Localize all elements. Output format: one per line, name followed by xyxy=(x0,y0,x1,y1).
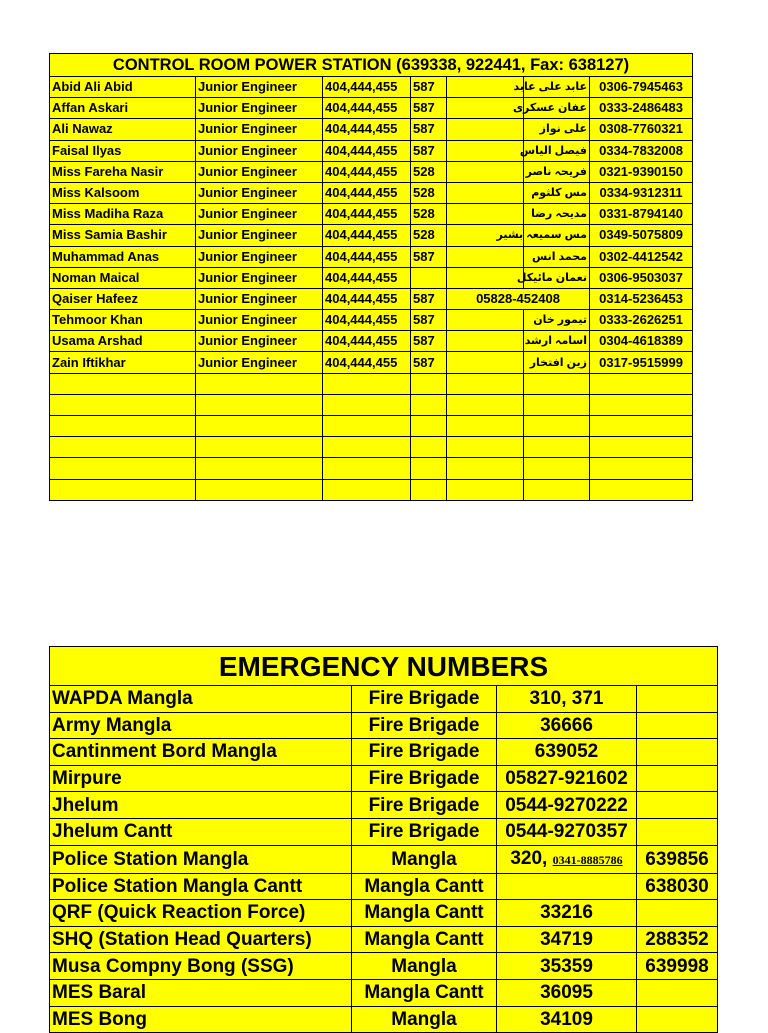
empty-cell xyxy=(50,394,196,415)
staff-name: Tehmoor Khan xyxy=(50,310,196,331)
staff-mobile: 0314-5236453 xyxy=(590,288,693,309)
emergency-number-main: 35359 xyxy=(540,955,593,977)
staff-phone: 404,444,455 xyxy=(323,310,411,331)
emergency-number-main: 36666 xyxy=(540,714,593,736)
empty-cell xyxy=(411,479,447,500)
emergency-extra-number xyxy=(637,792,718,819)
table-row xyxy=(50,818,718,845)
emergency-number xyxy=(497,792,637,819)
emergency-extra-number xyxy=(637,1006,718,1033)
staff-extension: 587 xyxy=(411,331,447,352)
staff-extension: 587 xyxy=(411,77,447,98)
staff-extension: 587 xyxy=(411,310,447,331)
staff-extension: 528 xyxy=(411,182,447,203)
staff-mobile: 0333-2486483 xyxy=(590,98,693,119)
staff-mobile: 0308-7760321 xyxy=(590,119,693,140)
table-row xyxy=(50,246,693,267)
empty-row xyxy=(50,416,693,437)
emergency-name: Police Station Mangla xyxy=(50,845,352,873)
table-row xyxy=(50,979,718,1006)
staff-extension: 587 xyxy=(411,140,447,161)
staff-designation: Junior Engineer xyxy=(196,331,323,352)
empty-cell xyxy=(323,373,411,394)
empty-cell xyxy=(411,416,447,437)
staff-phone: 404,444,455 xyxy=(323,182,411,203)
staff-name-urdu: عابد علی عابد xyxy=(524,77,590,98)
empty-cell xyxy=(590,458,693,479)
empty-row xyxy=(50,479,693,500)
table-row xyxy=(50,77,693,98)
staff-phone: 404,444,455 xyxy=(323,288,411,309)
empty-cell xyxy=(447,479,524,500)
staff-mobile: 0334-9312311 xyxy=(590,182,693,203)
emergency-service: Fire Brigade xyxy=(352,765,497,792)
emergency-name: WAPDA Mangla xyxy=(50,686,352,713)
staff-office-number xyxy=(447,119,524,140)
empty-cell xyxy=(50,373,196,394)
staff-name-urdu: فریحہ ناصر xyxy=(524,161,590,182)
emergency-name: QRF (Quick Reaction Force) xyxy=(50,900,352,927)
emergency-number xyxy=(497,979,637,1006)
staff-phone: 404,444,455 xyxy=(323,77,411,98)
emergency-number xyxy=(497,818,637,845)
emergency-service: Mangla xyxy=(352,1006,497,1033)
emergency-name: Police Station Mangla Cantt xyxy=(50,873,352,900)
emergency-name: Jhelum Cantt xyxy=(50,818,352,845)
staff-name-urdu: عفان عسکری xyxy=(524,98,590,119)
emergency-service: Fire Brigade xyxy=(352,792,497,819)
staff-name: Faisal Ilyas xyxy=(50,140,196,161)
empty-cell xyxy=(323,416,411,437)
staff-extension: 528 xyxy=(411,161,447,182)
control-room-table xyxy=(49,53,693,501)
emergency-numbers-table xyxy=(49,646,718,1033)
emergency-extra-number xyxy=(637,765,718,792)
empty-cell xyxy=(50,437,196,458)
table-row xyxy=(50,310,693,331)
empty-cell xyxy=(196,416,323,437)
empty-cell xyxy=(323,394,411,415)
empty-cell xyxy=(411,394,447,415)
empty-cell xyxy=(590,373,693,394)
staff-name: Ali Nawaz xyxy=(50,119,196,140)
table-row xyxy=(50,161,693,182)
table-row xyxy=(50,1006,718,1033)
staff-office-number xyxy=(447,98,524,119)
staff-designation: Junior Engineer xyxy=(196,288,323,309)
table-row xyxy=(50,712,718,739)
staff-name-urdu: مس کلثوم xyxy=(524,182,590,203)
empty-cell xyxy=(196,437,323,458)
empty-cell xyxy=(590,394,693,415)
table-row xyxy=(50,926,718,953)
table-row xyxy=(50,953,718,980)
empty-cell xyxy=(50,479,196,500)
staff-phone: 404,444,455 xyxy=(323,140,411,161)
staff-office-number xyxy=(447,331,524,352)
staff-designation: Junior Engineer xyxy=(196,246,323,267)
empty-cell xyxy=(50,458,196,479)
empty-cell xyxy=(447,437,524,458)
staff-designation: Junior Engineer xyxy=(196,140,323,161)
emergency-name: SHQ (Station Head Quarters) xyxy=(50,926,352,953)
empty-cell xyxy=(524,437,590,458)
emergency-name: Mirpure xyxy=(50,765,352,792)
emergency-title-row xyxy=(50,647,718,686)
staff-designation: Junior Engineer xyxy=(196,77,323,98)
table-row xyxy=(50,119,693,140)
table-row xyxy=(50,140,693,161)
staff-name-urdu: نعمان مائیکل xyxy=(524,267,590,288)
empty-cell xyxy=(524,458,590,479)
emergency-service: Mangla Cantt xyxy=(352,926,497,953)
staff-designation: Junior Engineer xyxy=(196,352,323,373)
staff-office-number xyxy=(447,77,524,98)
emergency-extra-number: 638030 xyxy=(637,873,718,900)
staff-mobile: 0306-9503037 xyxy=(590,267,693,288)
staff-name: Muhammad Anas xyxy=(50,246,196,267)
empty-cell xyxy=(590,437,693,458)
emergency-service: Mangla Cantt xyxy=(352,873,497,900)
staff-designation: Junior Engineer xyxy=(196,204,323,225)
staff-designation: Junior Engineer xyxy=(196,119,323,140)
empty-cell xyxy=(447,373,524,394)
table-row xyxy=(50,739,718,766)
staff-extension: 528 xyxy=(411,204,447,225)
staff-name: Qaiser Hafeez xyxy=(50,288,196,309)
table-row xyxy=(50,873,718,900)
staff-extension: 587 xyxy=(411,352,447,373)
staff-office-number xyxy=(447,182,524,203)
staff-office-number xyxy=(447,246,524,267)
staff-office-number xyxy=(447,140,524,161)
staff-mobile: 0333-2626251 xyxy=(590,310,693,331)
emergency-number-main: 320, xyxy=(510,847,553,869)
table-row xyxy=(50,225,693,246)
staff-office-number xyxy=(447,204,524,225)
control-title-row xyxy=(50,54,693,77)
emergency-service: Mangla xyxy=(352,845,497,873)
staff-mobile: 0306-7945463 xyxy=(590,77,693,98)
empty-cell xyxy=(447,394,524,415)
staff-name-urdu: مدیحہ رضا xyxy=(524,204,590,225)
staff-name-urdu: علی نواز xyxy=(524,119,590,140)
staff-name: Miss Samia Bashir xyxy=(50,225,196,246)
table-row xyxy=(50,288,693,309)
empty-row xyxy=(50,373,693,394)
emergency-number-main: 33216 xyxy=(540,902,593,924)
emergency-service: Mangla Cantt xyxy=(352,900,497,927)
staff-designation: Junior Engineer xyxy=(196,161,323,182)
staff-phone: 404,444,455 xyxy=(323,267,411,288)
emergency-extra-number xyxy=(637,900,718,927)
empty-cell xyxy=(323,479,411,500)
emergency-number-main: 639052 xyxy=(534,741,599,763)
staff-designation: Junior Engineer xyxy=(196,267,323,288)
emergency-service: Fire Brigade xyxy=(352,739,497,766)
empty-cell xyxy=(590,416,693,437)
emergency-number xyxy=(497,765,637,792)
staff-name: Miss Kalsoom xyxy=(50,182,196,203)
empty-row xyxy=(50,437,693,458)
staff-extension: 587 xyxy=(411,246,447,267)
table-row xyxy=(50,765,718,792)
staff-designation: Junior Engineer xyxy=(196,98,323,119)
empty-row xyxy=(50,394,693,415)
empty-cell xyxy=(323,458,411,479)
empty-row xyxy=(50,458,693,479)
emergency-number xyxy=(497,739,637,766)
emergency-name: MES Baral xyxy=(50,979,352,1006)
staff-designation: Junior Engineer xyxy=(196,225,323,246)
empty-cell xyxy=(196,458,323,479)
staff-mobile: 0302-4412542 xyxy=(590,246,693,267)
emergency-number xyxy=(497,686,637,713)
table-row xyxy=(50,331,693,352)
emergency-extra-number xyxy=(637,686,718,713)
staff-name: Affan Askari xyxy=(50,98,196,119)
staff-mobile: 0304-4618389 xyxy=(590,331,693,352)
staff-designation: Junior Engineer xyxy=(196,310,323,331)
staff-mobile: 0331-8794140 xyxy=(590,204,693,225)
staff-mobile: 0317-9515999 xyxy=(590,352,693,373)
staff-name: Noman Maical xyxy=(50,267,196,288)
empty-cell xyxy=(411,437,447,458)
emergency-extra-number: 639856 xyxy=(637,845,718,873)
staff-name: Abid Ali Abid xyxy=(50,77,196,98)
staff-mobile: 0321-9390150 xyxy=(590,161,693,182)
emergency-number-main: 36095 xyxy=(540,982,593,1004)
empty-cell xyxy=(524,373,590,394)
staff-phone: 404,444,455 xyxy=(323,246,411,267)
staff-name-urdu: مس سمیعہ بشیر xyxy=(524,225,590,246)
emergency-extra-number: 639998 xyxy=(637,953,718,980)
table-row xyxy=(50,686,718,713)
staff-name-urdu: فیصل الیاس xyxy=(524,140,590,161)
staff-name-urdu: اسامہ ارشد xyxy=(524,331,590,352)
staff-name: Zain Iftikhar xyxy=(50,352,196,373)
control-room-title: CONTROL ROOM POWER STATION (639338, 922441, Fax: 638127) xyxy=(50,54,693,77)
staff-office-number xyxy=(447,310,524,331)
emergency-service: Fire Brigade xyxy=(352,686,497,713)
empty-cell xyxy=(524,479,590,500)
staff-extension: 587 xyxy=(411,98,447,119)
emergency-number-main: 05827-921602 xyxy=(505,768,628,790)
emergency-extra-number xyxy=(637,979,718,1006)
emergency-number xyxy=(497,1006,637,1033)
emergency-service: Mangla Cantt xyxy=(352,979,497,1006)
empty-cell xyxy=(447,416,524,437)
empty-cell xyxy=(323,437,411,458)
emergency-extra-number: 288352 xyxy=(637,926,718,953)
empty-cell xyxy=(447,458,524,479)
staff-name: Usama Arshad xyxy=(50,331,196,352)
emergency-name: Jhelum xyxy=(50,792,352,819)
staff-extension: 528 xyxy=(411,225,447,246)
emergency-extra-number xyxy=(637,739,718,766)
staff-name: Miss Madiha Raza xyxy=(50,204,196,225)
staff-extension: 587 xyxy=(411,288,447,309)
emergency-number xyxy=(497,712,637,739)
emergency-number-main: 0544-9270357 xyxy=(505,821,628,843)
emergency-service: Fire Brigade xyxy=(352,712,497,739)
table-row xyxy=(50,98,693,119)
table-row xyxy=(50,182,693,203)
staff-phone: 404,444,455 xyxy=(323,225,411,246)
table-row xyxy=(50,792,718,819)
staff-name-urdu: زین افتخار xyxy=(524,352,590,373)
empty-cell xyxy=(196,373,323,394)
empty-cell xyxy=(411,458,447,479)
emergency-extra-number xyxy=(637,818,718,845)
emergency-number xyxy=(497,845,637,873)
staff-phone: 404,444,455 xyxy=(323,352,411,373)
emergency-number-main: 0544-9270222 xyxy=(505,794,628,816)
emergency-number xyxy=(497,873,637,900)
staff-office-number: 05828-452408 xyxy=(447,288,590,309)
table-row xyxy=(50,204,693,225)
emergency-extra-number xyxy=(637,712,718,739)
emergency-number xyxy=(497,926,637,953)
emergency-number-main: 34109 xyxy=(540,1008,593,1030)
table-row xyxy=(50,267,693,288)
staff-name: Miss Fareha Nasir xyxy=(50,161,196,182)
staff-phone: 404,444,455 xyxy=(323,161,411,182)
emergency-service: Mangla xyxy=(352,953,497,980)
emergency-number xyxy=(497,900,637,927)
emergency-number-main: 310, 371 xyxy=(529,688,604,710)
empty-cell xyxy=(50,416,196,437)
emergency-name: Cantinment Bord Mangla xyxy=(50,739,352,766)
staff-extension: 587 xyxy=(411,119,447,140)
emergency-name: Army Mangla xyxy=(50,712,352,739)
staff-mobile: 0349-5075809 xyxy=(590,225,693,246)
emergency-number-mobile: 0341-8885786 xyxy=(552,852,623,867)
staff-mobile: 0334-7832008 xyxy=(590,140,693,161)
staff-name-urdu: محمد انس xyxy=(524,246,590,267)
emergency-title: EMERGENCY NUMBERS xyxy=(50,647,718,686)
staff-office-number xyxy=(447,161,524,182)
empty-cell xyxy=(524,416,590,437)
emergency-service: Fire Brigade xyxy=(352,818,497,845)
staff-phone: 404,444,455 xyxy=(323,119,411,140)
empty-cell xyxy=(196,394,323,415)
empty-cell xyxy=(524,394,590,415)
emergency-name: Musa Compny Bong (SSG) xyxy=(50,953,352,980)
staff-name-urdu: تیمور خان xyxy=(524,310,590,331)
staff-phone: 404,444,455 xyxy=(323,331,411,352)
table-row xyxy=(50,845,718,873)
staff-phone: 404,444,455 xyxy=(323,98,411,119)
emergency-number xyxy=(497,953,637,980)
emergency-number-main: 34719 xyxy=(540,929,593,951)
empty-cell xyxy=(411,373,447,394)
empty-cell xyxy=(590,479,693,500)
staff-designation: Junior Engineer xyxy=(196,182,323,203)
table-row xyxy=(50,900,718,927)
staff-office-number xyxy=(447,352,524,373)
staff-extension xyxy=(411,267,447,288)
empty-cell xyxy=(196,479,323,500)
emergency-name: MES Bong xyxy=(50,1006,352,1033)
staff-phone: 404,444,455 xyxy=(323,204,411,225)
staff-office-number xyxy=(447,267,524,288)
table-row xyxy=(50,352,693,373)
